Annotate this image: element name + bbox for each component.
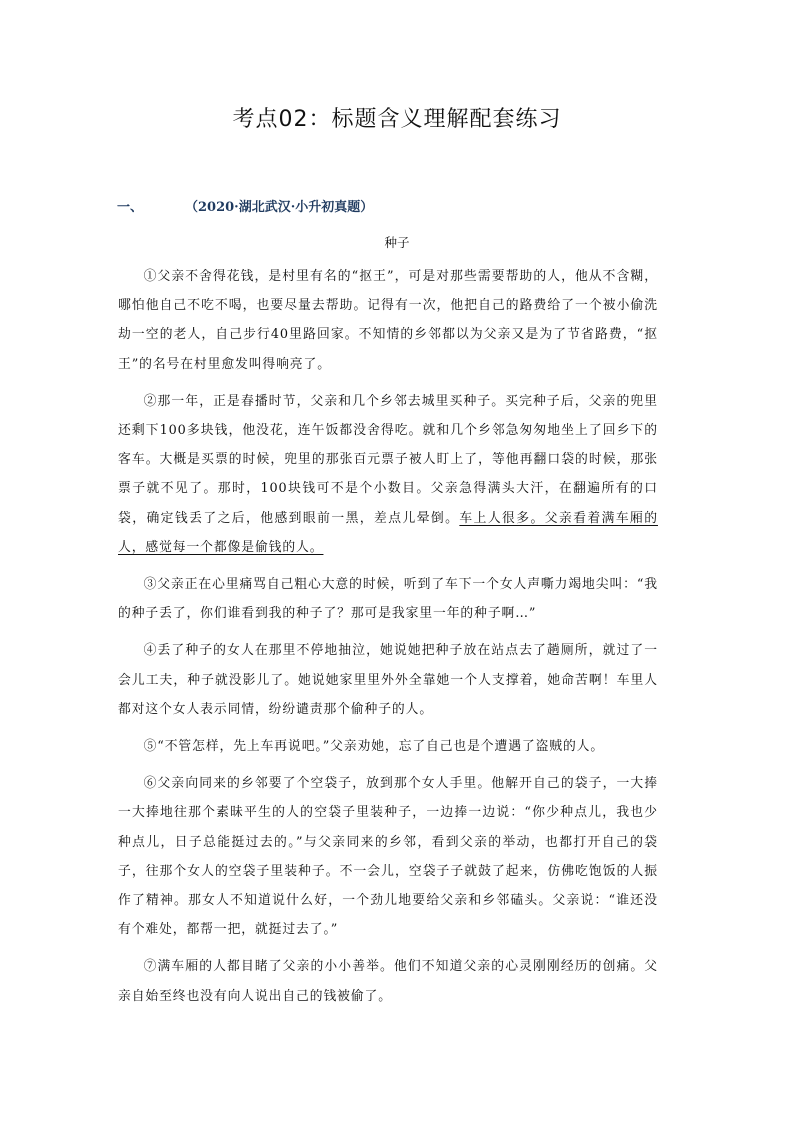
paragraph-6: ⑥父亲向同来的乡邻要了个空袋子，放到那个女人手里。他解开自己的袋子，一大捧一大捧地往那个素昧平生的人的空袋子里装种子，一边捧一边说：“你少种点儿，我也少种点儿，日子总能挺过去的。”与父亲同来的乡邻，看到父亲的举动，也都打开自己的袋子，往那个女人的空袋子里装种子。不一会儿，空袋子子就鼓了起来，仿佛吃饱饭的人振作了精神。那女人不知道说什么好，一个劲儿地要给父亲和乡邻磕头。父亲说：“谁还没有个难处，都帮一把，就挺过去了。” [118, 776, 658, 938]
question-header [117, 196, 373, 215]
paragraph-3: ③父亲正在心里痛骂自己粗心大意的时候，听到了车下一个女人声嘶力竭地尖叫：“我的种子丢了，你们谁看到我的种子了？那可是我家里一年的种子啊…” [118, 577, 658, 622]
page-title: 考点02：标题含义理解配套练习 [232, 107, 562, 132]
underlined-sentence: 车上人很多。父亲看着满车厢的人，感觉每一个都像是偷钱的人。 [118, 510, 658, 555]
paragraph-5: ⑤“不管怎样，先上车再说吧。”父亲劝她，忘了自己也是个遭遇了盗贼的人。 [143, 739, 605, 755]
question-source: （2020·湖北武汉·小升初真题） [185, 200, 374, 215]
paragraph-7: ⑦满车厢的人都目睹了父亲的小小善举。他们不知道父亲的心灵刚刚经历的创痛。父亲自始至终也没有向人说出自己的钱被偷了。 [118, 959, 658, 1004]
question-number: 一、 [117, 200, 144, 215]
paragraph-1: ①父亲不舍得花钱，是村里有名的“抠王”，可是对那些需要帮助的人，他从不含糊，哪怕他自己不吃不喝，也要尽量去帮助。记得有一次，他把自己的路费给了一个被小偷洗劫一空的老人，自己步行40里路回家。不知情的乡邻都以为父亲又是为了节省路费，“抠王”的名号在村里愈发叫得响亮了。 [118, 269, 658, 372]
paragraph-2-text: ②那一年，正是春播时节，父亲和几个乡邻去城里买种子。买完种子后，父亲的兜里还剩下100多块钱，他没花，连午饭都没舍得吃。就和几个乡邻急匆匆地坐上了回乡下的客车。大概是买票的时候，兜里的那张百元票子被人盯上了，等他再翻口袋的时候，那张票子就不见了。那时，100块钱可不是个小数目。父亲急得满头大汗，在翻遍所有的口袋，确定钱丢了之后，他感到眼前一黑，差点儿晕倒。 [118, 393, 658, 526]
article-body [118, 262, 658, 1019]
article-title: 种子 [384, 235, 410, 250]
paragraph-4: ④丢了种子的女人在那里不停地抽泣，她说她把种子放在站点去了趟厕所，就过了一会儿工夫，种子就没影儿了。她说她家里里外外全靠她一个人支撑着，她命苦啊！车里人都对这个女人表示同情，纷纷谴责那个偷种子的人。 [118, 643, 658, 717]
paragraph-2 [118, 387, 658, 562]
